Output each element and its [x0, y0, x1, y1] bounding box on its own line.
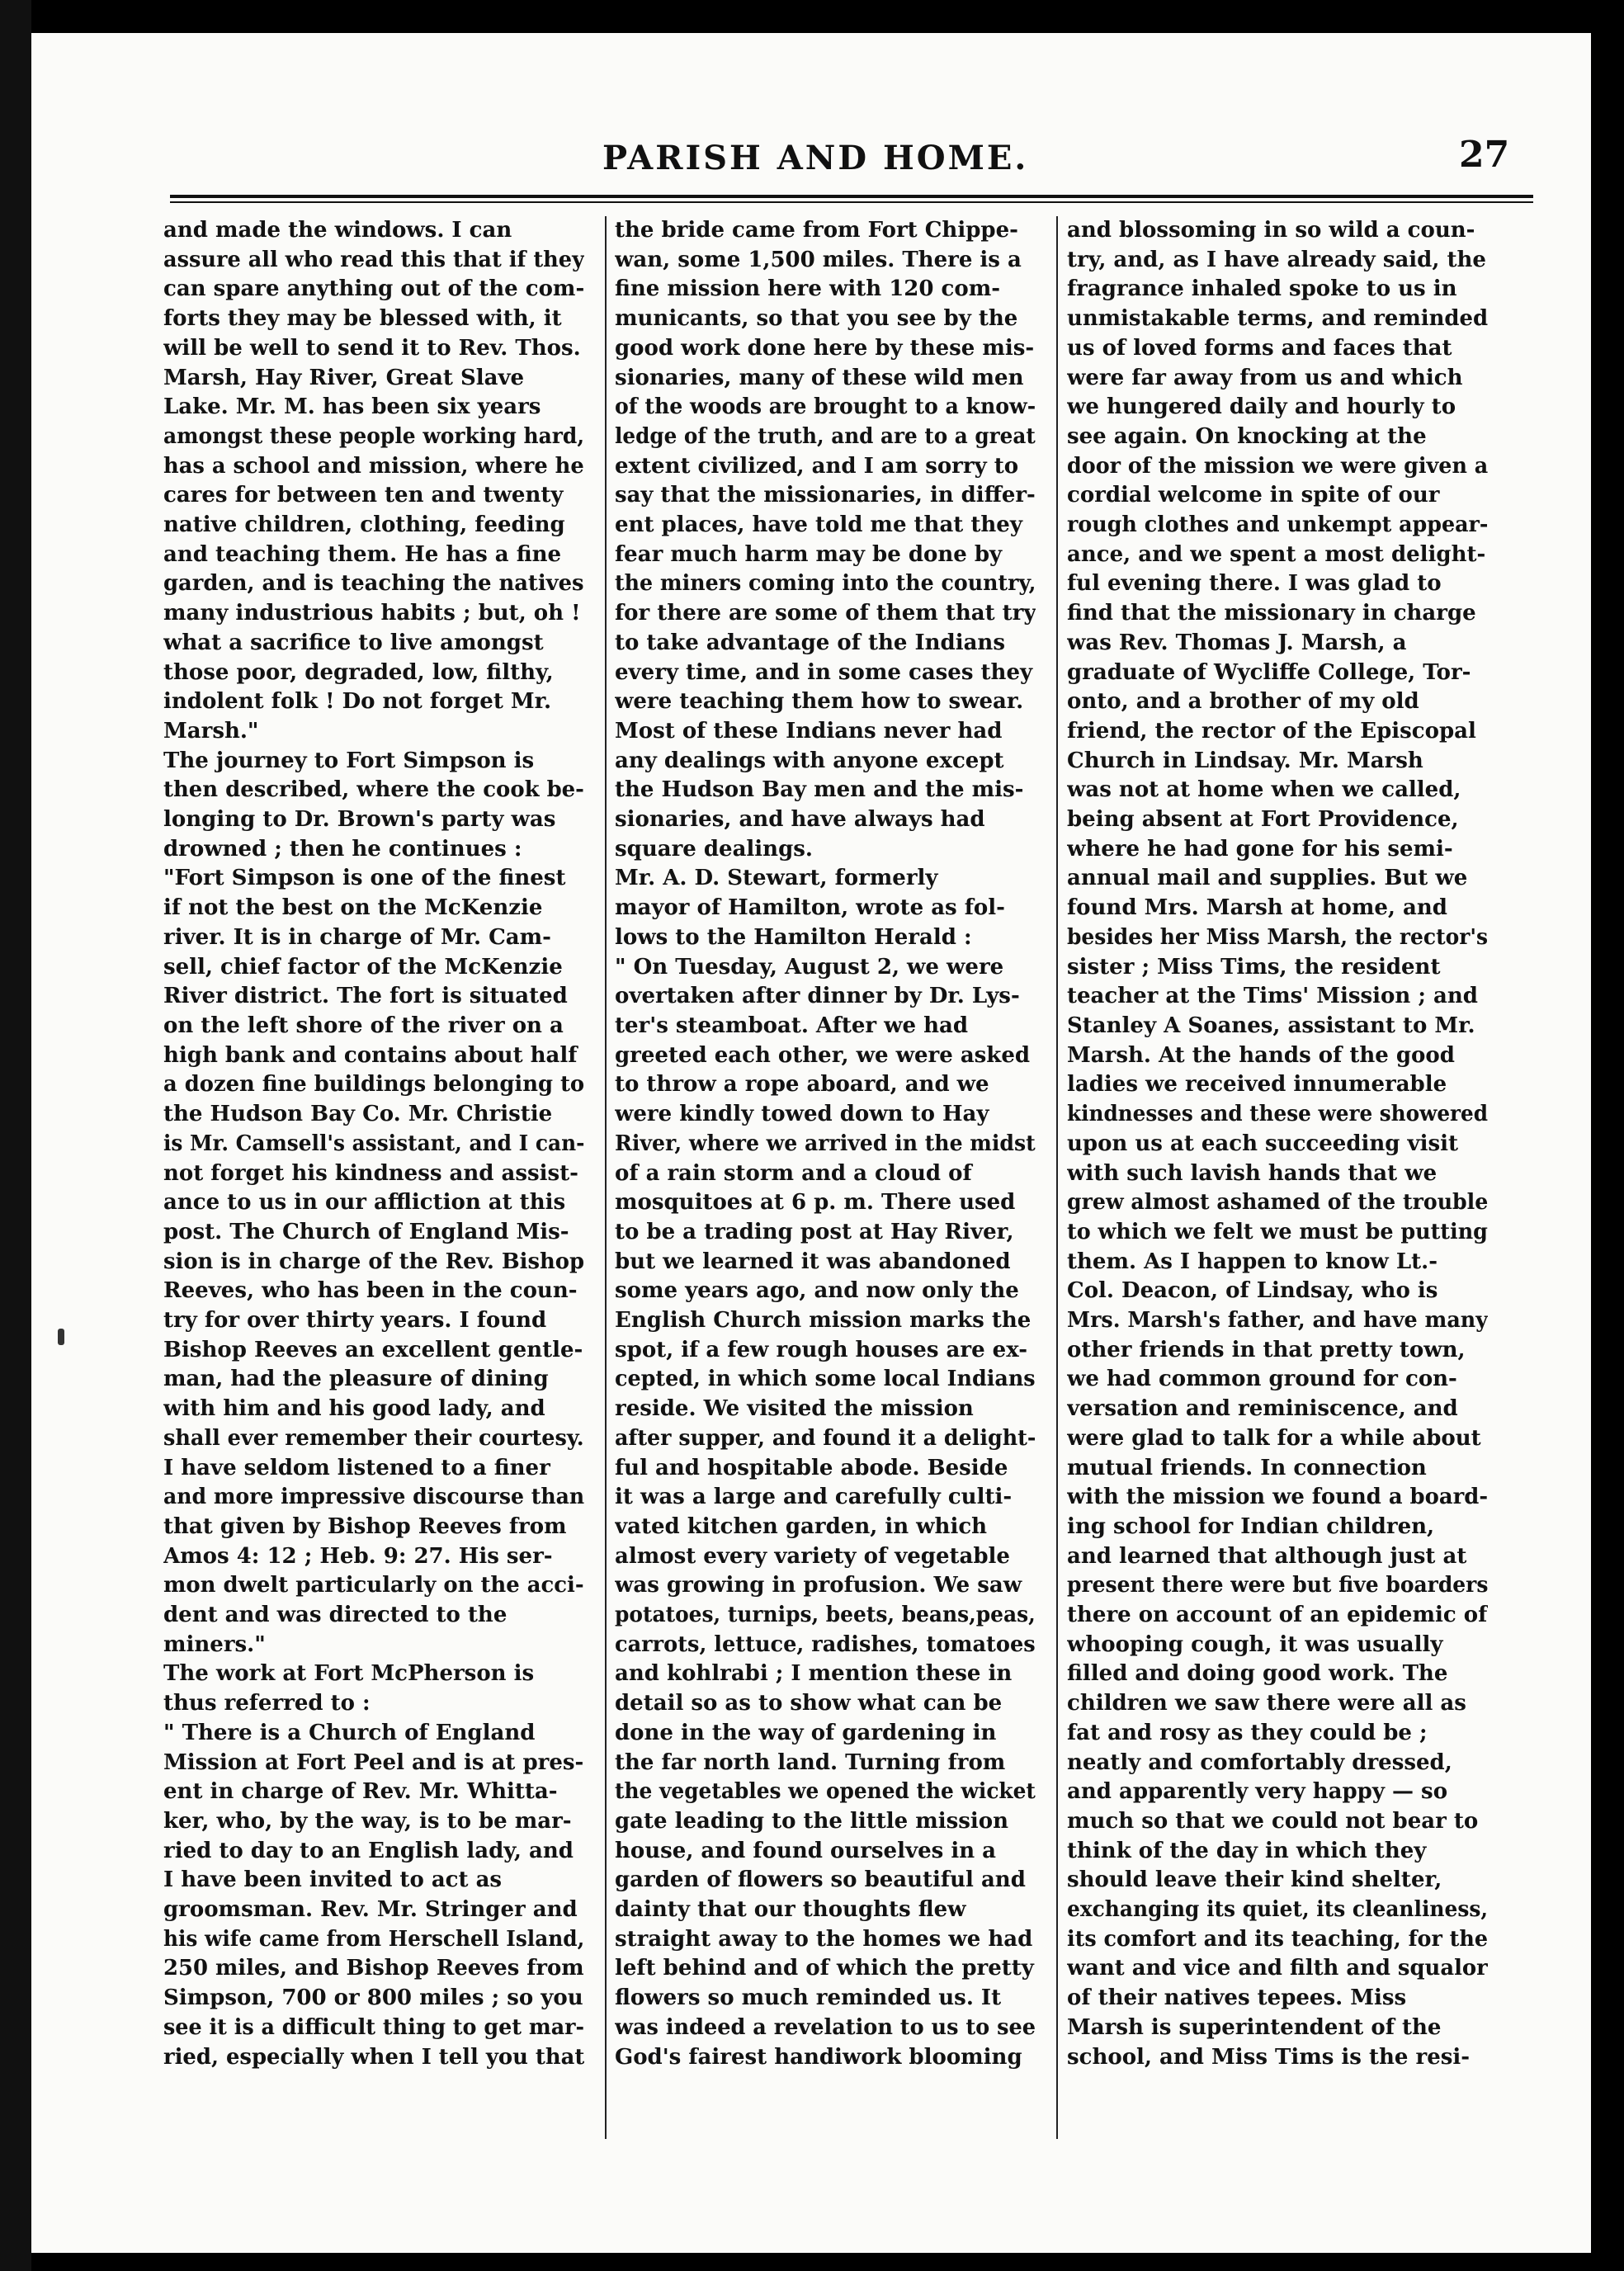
text-line: annual mail and supplies. But we [1067, 866, 1468, 891]
text-line: found Mrs. Marsh at home, and [1067, 895, 1447, 921]
text-column-2 [615, 216, 1036, 2072]
text-line: left behind and of which the pretty [615, 1956, 1034, 1981]
text-line: graduate of Wycliffe College, Tor- [1067, 659, 1471, 685]
text-line: ried to day to an English lady, and [163, 1838, 574, 1863]
text-line: them. As I happen to know Lt.- [1067, 1249, 1438, 1274]
text-line: think of the day in which they [1067, 1838, 1427, 1863]
text-line: not forget his kindness and assist- [163, 1160, 578, 1186]
text-line: Reeves, who has been in the coun- [163, 1278, 578, 1304]
text-line: every time, and in some cases they [615, 659, 1033, 685]
text-line: of a rain storm and a cloud of [615, 1160, 972, 1186]
text-line: good work done here by these mis- [615, 335, 1035, 361]
text-line: Col. Deacon, of Lindsay, who is [1067, 1278, 1438, 1304]
text-line: "Fort Simpson is one of the finest [163, 866, 566, 891]
text-line: the Hudson Bay men and the mis- [615, 777, 1024, 803]
text-line: native children, clothing, feeding [163, 512, 565, 538]
text-column-1 [163, 216, 584, 2072]
text-line: what a sacrifice to live amongst [163, 630, 544, 655]
text-line: fine mission here with 120 com- [615, 276, 1000, 302]
text-line: ter's steamboat. After we had [615, 1013, 969, 1038]
text-line: garden of flowers so beautiful and [615, 1867, 1026, 1893]
text-line: English Church mission marks the [615, 1308, 1032, 1334]
text-line: where he had gone for his semi- [1067, 836, 1453, 862]
text-line: square dealings. [615, 836, 813, 862]
text-line: fear much harm may be done by [615, 541, 1003, 567]
text-line: ent in charge of Rev. Mr. Whitta- [163, 1779, 558, 1805]
text-line: with such lavish hands that we [1067, 1160, 1438, 1186]
text-line: Mission at Fort Peel and is at pres- [163, 1749, 584, 1775]
text-line: unmistakable terms, and reminded [1067, 306, 1488, 332]
header-rule-thick [170, 195, 1533, 198]
text-line: ful evening there. I was glad to [1067, 571, 1442, 597]
text-line: sister ; Miss Tims, the resident [1067, 954, 1441, 980]
text-line: the bride came from Fort Chippe- [615, 218, 1018, 243]
text-line: high bank and contains about half [163, 1042, 578, 1068]
text-line: Marsh, Hay River, Great Slave [163, 365, 525, 390]
text-line: " On Tuesday, August 2, we were [615, 954, 1004, 980]
header-rule-thin [170, 201, 1533, 203]
text-line: mon dwelt particularly on the acci- [163, 1573, 584, 1598]
text-line: Simpson, 700 or 800 miles ; so you [163, 1985, 583, 2011]
text-line: some years ago, and now only the [615, 1278, 1019, 1304]
text-line: those poor, degraded, low, filthy, [163, 659, 554, 685]
text-line: much so that we could not bear to [1067, 1808, 1479, 1834]
text-line: done in the way of gardening in [615, 1720, 997, 1745]
text-line: Marsh." [163, 718, 259, 744]
text-line: after supper, and found it a delight- [615, 1425, 1036, 1451]
text-line: almost every variety of vegetable [615, 1543, 1010, 1569]
text-line: see it is a difficult thing to get mar- [163, 2014, 584, 2040]
text-line: ker, who, by the way, is to be mar- [163, 1808, 572, 1834]
text-line: the Hudson Bay Co. Mr. Christie [163, 1102, 553, 1127]
text-line: drowned ; then he continues : [163, 836, 522, 862]
text-line: to be a trading post at Hay River, [615, 1219, 1014, 1244]
text-line: any dealings with anyone except [615, 748, 1004, 773]
text-line: the vegetables we opened the wicket [615, 1779, 1036, 1805]
text-line: can spare anything out of the com- [163, 276, 584, 302]
text-line: I have been invited to act as [163, 1867, 503, 1893]
running-header-title: PARISH AND HOME. [602, 139, 1029, 177]
text-line: The journey to Fort Simpson is [163, 748, 535, 773]
text-line: has a school and mission, where he [163, 453, 584, 479]
text-line: dainty that our thoughts flew [615, 1897, 966, 1923]
text-line: were far away from us and which [1067, 365, 1463, 390]
text-line: extent civilized, and I am sorry to [615, 453, 1019, 479]
text-line: ance to us in our affliction at this [163, 1190, 566, 1216]
text-line: us of loved forms and faces that [1067, 335, 1452, 361]
text-line: we had common ground for con- [1067, 1367, 1457, 1392]
text-line: to which we felt we must be putting [1067, 1219, 1488, 1244]
text-line: reside. We visited the mission [615, 1396, 974, 1422]
text-line: The work at Fort McPherson is [163, 1661, 535, 1687]
text-line: vated kitchen garden, in which [615, 1513, 988, 1539]
text-line: try, and, as I have already said, the [1067, 247, 1486, 272]
text-line: but we learned it was abandoned [615, 1249, 1011, 1274]
text-line: spot, if a few rough houses are ex- [615, 1337, 1028, 1362]
text-line: overtaken after dinner by Dr. Lys- [615, 984, 1020, 1009]
text-line: filled and doing good work. The [1067, 1661, 1448, 1687]
text-line: if not the best on the McKenzie [163, 895, 543, 921]
text-line: ing school for Indian children, [1067, 1513, 1435, 1539]
text-line: shall ever remember their courtesy. [163, 1425, 584, 1451]
text-line: see again. On knocking at the [1067, 423, 1427, 449]
text-line: lows to the Hamilton Herald : [615, 924, 972, 950]
text-line: Marsh is superintendent of the [1067, 2014, 1442, 2040]
text-line: door of the mission we were given a [1067, 453, 1488, 479]
text-line: we hungered daily and hourly to [1067, 394, 1456, 420]
text-line: assure all who read this that if they [163, 247, 584, 272]
text-line: sion is in charge of the Rev. Bishop [163, 1249, 584, 1274]
text-line: mutual friends. In connection [1067, 1455, 1427, 1480]
text-line: with him and his good lady, and [163, 1396, 545, 1422]
text-column-3 [1067, 216, 1488, 2072]
text-line: dent and was directed to the [163, 1603, 508, 1628]
text-line: river. It is in charge of Mr. Cam- [163, 924, 551, 950]
text-line: neatly and comfortably dressed, [1067, 1749, 1452, 1775]
page-number: 27 [1459, 134, 1510, 176]
text-line: Stanley A Soanes, assistant to Mr. [1067, 1013, 1475, 1038]
text-line: River, where we arrived in the midst [615, 1131, 1036, 1156]
text-line: were teaching them how to swear. [615, 689, 1024, 715]
text-line: was Rev. Thomas J. Marsh, a [1067, 630, 1407, 655]
text-line: present there were but five boarders [1067, 1573, 1488, 1598]
text-line: fragrance inhaled spoke to us in [1067, 276, 1457, 302]
text-line: onto, and a brother of my old [1067, 689, 1419, 715]
text-line: potatoes, turnips, beets, beans,peas, [615, 1603, 1036, 1628]
text-line: to throw a rope aboard, and we [615, 1072, 989, 1098]
text-line: greeted each other, we were asked [615, 1042, 1031, 1068]
text-line: and kohlrabi ; I mention these in [615, 1661, 1013, 1687]
text-line: many industrious habits ; but, oh ! [163, 601, 581, 626]
text-line: try for over thirty years. I found [163, 1308, 547, 1334]
text-line: straight away to the homes we had [615, 1926, 1033, 1952]
text-line: that given by Bishop Reeves from [163, 1513, 567, 1539]
text-line: Most of these Indians never had [615, 718, 1003, 744]
text-line: groomsman. Rev. Mr. Stringer and [163, 1897, 578, 1923]
text-line: a dozen fine buildings belonging to [163, 1072, 584, 1098]
text-line: thus referred to : [163, 1691, 371, 1716]
text-line: ried, especially when I tell you that [163, 2044, 584, 2070]
text-line: to take advantage of the Indians [615, 630, 1005, 655]
text-line: Mr. A. D. Stewart, formerly [615, 866, 938, 891]
text-line: carrots, lettuce, radishes, tomatoes [615, 1631, 1036, 1657]
text-line: River district. The fort is situated [163, 984, 568, 1009]
text-line: wan, some 1,500 miles. There is a [615, 247, 1022, 272]
text-line: I have seldom listened to a finer [163, 1455, 550, 1480]
text-line: besides her Miss Marsh, the rector's [1067, 924, 1488, 950]
text-line: was growing in profusion. We saw [615, 1573, 1022, 1598]
text-line: want and vice and filth and squalor [1067, 1956, 1488, 1981]
text-line: school, and Miss Tims is the resi- [1067, 2044, 1471, 2070]
text-line: mosquitoes at 6 p. m. There used [615, 1190, 1016, 1216]
text-line: flowers so much reminded us. It [615, 1985, 1002, 2011]
column-divider-1 [605, 216, 607, 2139]
text-line: his wife came from Herschell Island, [163, 1926, 584, 1952]
text-line: children we saw there were all as [1067, 1691, 1466, 1716]
text-line: Amos 4: 12 ; Heb. 9: 27. His ser- [163, 1543, 553, 1569]
text-line: God's fairest handiwork blooming [615, 2044, 1022, 2070]
text-line: of their natives tepees. Miss [1067, 1985, 1407, 2011]
text-line: ent places, have told me that they [615, 512, 1022, 538]
text-line: its comfort and its teaching, for the [1067, 1926, 1488, 1952]
text-line: detail so as to show what can be [615, 1691, 1003, 1716]
text-line: amongst these people working hard, [163, 423, 584, 449]
text-line: with the mission we found a board- [1067, 1485, 1488, 1510]
text-line: rough clothes and unkempt appear- [1067, 512, 1488, 538]
text-line: house, and found ourselves in a [615, 1838, 996, 1863]
text-line: indolent folk ! Do not forget Mr. [163, 689, 552, 715]
binding-shadow [0, 0, 31, 2271]
text-line: cares for between ten and twenty [163, 483, 564, 508]
text-line: then described, where the cook be- [163, 777, 584, 803]
text-line: and teaching them. He has a fine [163, 541, 562, 567]
text-line: upon us at each succeeding visit [1067, 1131, 1459, 1156]
text-line: sionaries, many of these wild men [615, 365, 1024, 390]
text-line: being absent at Fort Providence, [1067, 807, 1459, 833]
text-line: ful and hospitable abode. Beside [615, 1455, 1008, 1480]
text-line: garden, and is teaching the natives [163, 571, 584, 597]
text-line: ladies we received innumerable [1067, 1072, 1447, 1098]
text-line: the miners coming into the country, [615, 571, 1036, 597]
text-line: whooping cough, it was usually [1067, 1631, 1443, 1657]
text-line: post. The Church of England Mis- [163, 1219, 569, 1244]
text-line: 250 miles, and Bishop Reeves from [163, 1956, 584, 1981]
text-line: friend, the rector of the Episcopal [1067, 718, 1476, 744]
text-line: ledge of the truth, and are to a great [615, 423, 1036, 449]
text-line: Lake. Mr. M. has been six years [163, 394, 541, 420]
text-line: cepted, in which some local Indians [615, 1367, 1036, 1392]
text-line: longing to Dr. Brown's party was [163, 807, 556, 833]
text-line: is Mr. Camsell's assistant, and I can- [163, 1131, 584, 1156]
text-line: there on account of an epidemic of [1067, 1603, 1488, 1628]
text-line: and learned that although just at [1067, 1543, 1467, 1569]
text-line: cordial welcome in spite of our [1067, 483, 1440, 508]
text-line: man, had the pleasure of dining [163, 1367, 549, 1392]
text-line: fat and rosy as they could be ; [1067, 1720, 1428, 1745]
text-line: was not at home when we called, [1067, 777, 1461, 803]
text-line: was indeed a revelation to us to see [615, 2014, 1036, 2040]
text-line: forts they may be blessed with, it [163, 306, 562, 332]
text-line: versation and reminiscence, and [1067, 1396, 1458, 1422]
text-line: miners." [163, 1631, 266, 1657]
text-line: were kindly towed down to Hay [615, 1102, 989, 1127]
text-line: say that the missionaries, in differ- [615, 483, 1036, 508]
text-line: the far north land. Turning from [615, 1749, 1006, 1775]
text-line: grew almost ashamed of the trouble [1067, 1190, 1488, 1216]
text-line: will be well to send it to Rev. Thos. [163, 335, 581, 361]
text-line: Church in Lindsay. Mr. Marsh [1067, 748, 1423, 773]
column-divider-2 [1056, 216, 1058, 2139]
text-line: gate leading to the little mission [615, 1808, 1009, 1834]
text-line: find that the missionary in charge [1067, 601, 1476, 626]
text-line: sell, chief factor of the McKenzie [163, 954, 563, 980]
text-line: and apparently very happy — so [1067, 1779, 1448, 1805]
text-line: mayor of Hamilton, wrote as fol- [615, 895, 1005, 921]
text-line: kindnesses and these were showered [1067, 1102, 1488, 1127]
text-line: Bishop Reeves an excellent gentle- [163, 1337, 583, 1362]
text-line: it was a large and carefully culti- [615, 1485, 1013, 1510]
text-line: " There is a Church of England [163, 1720, 536, 1745]
text-line: and blossoming in so wild a coun- [1067, 218, 1475, 243]
text-line: teacher at the Tims' Mission ; and [1067, 984, 1478, 1009]
text-line: were glad to talk for a while about [1067, 1425, 1481, 1451]
text-line: of the woods are brought to a know- [615, 394, 1036, 420]
text-line: ance, and we spent a most delight- [1067, 541, 1486, 567]
margin-speck [58, 1329, 64, 1345]
text-line: and made the windows. I can [163, 218, 512, 243]
text-line: municants, so that you see by the [615, 306, 1018, 332]
text-line: Mrs. Marsh's father, and have many [1067, 1308, 1488, 1334]
text-line: Marsh. At the hands of the good [1067, 1042, 1455, 1068]
text-line: should leave their kind shelter, [1067, 1867, 1442, 1893]
text-line: for there are some of them that try [615, 601, 1036, 626]
text-line: on the left shore of the river on a [163, 1013, 564, 1038]
text-line: exchanging its quiet, its cleanliness, [1067, 1897, 1488, 1923]
text-line: other friends in that pretty town, [1067, 1337, 1466, 1362]
text-line: sionaries, and have always had [615, 807, 985, 833]
text-line: and more impressive discourse than [163, 1485, 584, 1510]
